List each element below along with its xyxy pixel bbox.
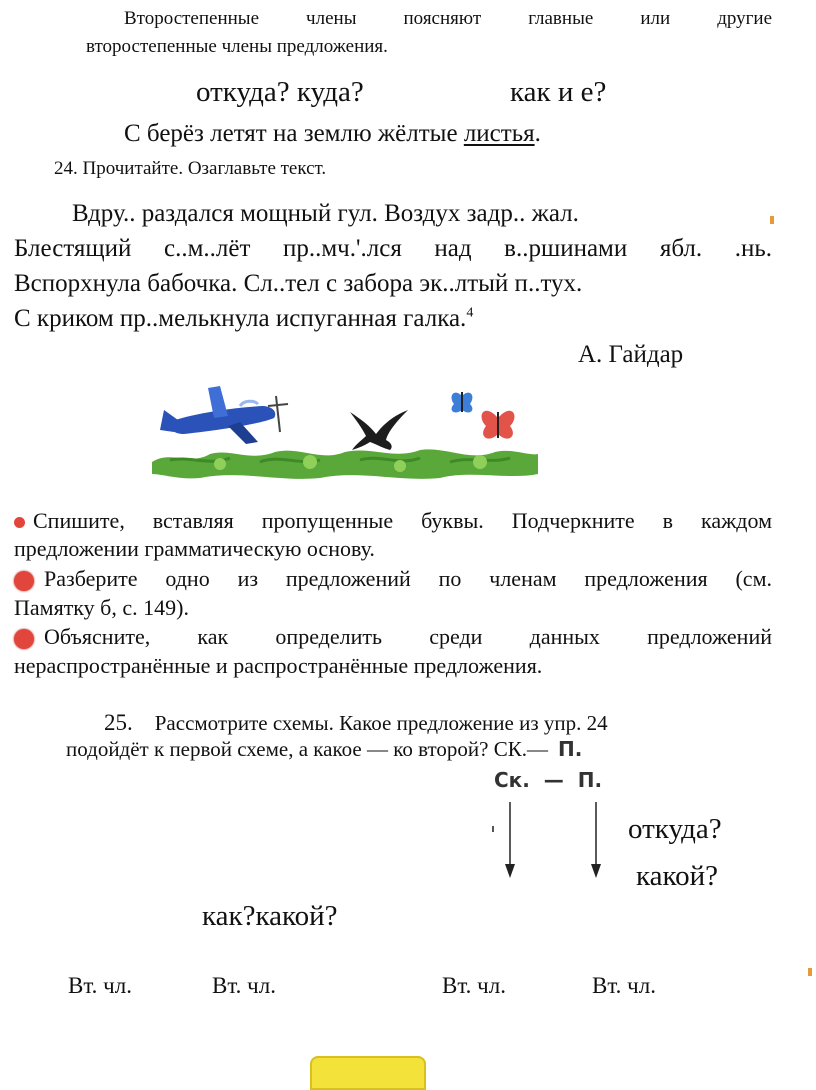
red-butterfly [482, 411, 515, 439]
red-bullet-icon [14, 517, 25, 528]
label-secondary-member-3: Вт. чл. [442, 973, 506, 998]
task24-text-line-2: Блестящий с..м..лёт пр..мч.'.лся над в..ршинами ябл. .нь. [14, 235, 772, 262]
footnote-mark: 4 [466, 305, 474, 321]
task-2-line-1 [14, 566, 772, 592]
red-bullet-icon [14, 571, 34, 591]
example-underlined-word: листья [463, 120, 535, 147]
task-3-line-1-text: Объясните, как определить среди данных предложений [44, 624, 772, 649]
scheme-arrows [486, 800, 616, 890]
scheme-question-where: откуда? [628, 813, 722, 845]
intro-line-1: Второстепенные члены поясняют главные или другие [124, 8, 772, 29]
red-bullet-icon [14, 629, 34, 649]
task24-title: 24. Прочитайте. Озаглавьте текст. [54, 158, 327, 179]
task24-text-line-1: Вдру.. раздался мощный гул. Воздух задр.. жал. [72, 200, 579, 227]
task-2-line-2: Памятку б, с. 149). [14, 595, 189, 620]
task-1-line-1-text: Спишите, вставляя пропущенные буквы. Подчеркните в каждом [33, 508, 772, 533]
example-sentence [124, 120, 541, 148]
grass-strip [152, 449, 538, 478]
question-how: как и е? [510, 76, 607, 108]
orange-dot-mark [770, 216, 774, 224]
task25-line-1-text: Рассмотрите схемы. Какое предложение из упр. 24 [154, 711, 608, 735]
scheme-two: Ск. — П. [494, 768, 603, 792]
task-2-line-1-text: Разберите одно из предложений по членам предложения (см. [44, 566, 772, 591]
yellow-tab [310, 1056, 426, 1090]
task25-number: 25. [104, 710, 133, 735]
small-mark [492, 826, 494, 832]
illustration-plane-birds-butterflies [150, 370, 540, 485]
task-1-line-2: предложении грамматическую основу. [14, 536, 375, 561]
task-1-line-1 [14, 508, 772, 534]
example-after: . [534, 120, 541, 147]
intro-line-2: второстепенные члены предложения. [86, 36, 388, 57]
task25-line-1 [104, 710, 608, 736]
down-arrow-icon [591, 802, 601, 878]
label-secondary-member-2: Вт. чл. [212, 973, 276, 998]
question-where: откуда? куда? [196, 76, 364, 108]
down-arrow-icon [505, 802, 515, 878]
label-secondary-member-4: Вт. чл. [592, 973, 656, 998]
scheme-question-which: какой? [636, 860, 719, 892]
task24-text-line-3: Вспорхнула бабочка. Сл..тел с забора эк..лтый п..тух. [14, 270, 583, 297]
label-secondary-member-1: Вт. чл. [68, 973, 132, 998]
task25-line-2 [66, 737, 582, 762]
example-before: С берёз летят на землю жёлтые [124, 120, 464, 147]
scheme-question-how-which: как?какой? [202, 900, 338, 932]
airplane [160, 386, 288, 444]
black-bird [350, 410, 408, 450]
task24-line-4-text: С криком пр..мелькнула испуганная галка. [14, 305, 467, 332]
orange-dot-mark [808, 968, 812, 976]
task25-line-2-text: подойдёт к первой схеме, а какое — ко второй? СК.— [66, 737, 548, 761]
task-3-line-1 [14, 624, 772, 650]
author-name: А. Гайдар [578, 341, 684, 368]
scheme-one-predicate: П. [557, 737, 583, 761]
task24-text-line-4 [14, 305, 473, 333]
task-3-line-2: нераспространённые и распространённые предложения. [14, 653, 543, 678]
blue-butterfly [452, 392, 473, 412]
